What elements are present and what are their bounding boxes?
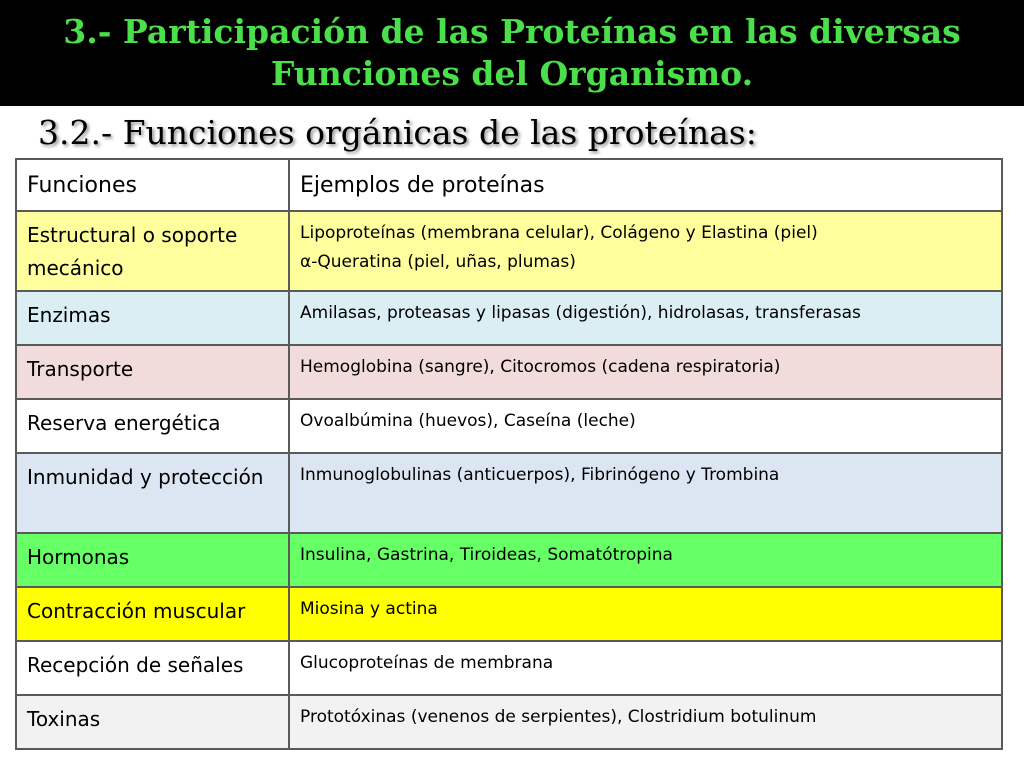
funcion-cell: Hormonas [16,533,289,587]
table-row [16,695,1002,749]
funcion-cell: Inmunidad y protección [16,453,289,533]
table-row [16,211,1002,291]
ejemplos-cell: Glucoproteínas de membrana [289,641,1002,695]
funcion-cell: Enzimas [16,291,289,345]
ejemplos-cell: Miosina y actina [289,587,1002,641]
table-row [16,641,1002,695]
slide-header [0,0,1024,106]
table-row [16,533,1002,587]
section-subtitle: 3.2.- Funciones orgánicas de las proteínas: [38,113,757,152]
protein-functions-table [15,158,1003,750]
table-row [16,291,1002,345]
table-row [16,453,1002,533]
funcion-cell: Estructural o soporte mecánico [16,211,289,291]
column-header-funciones: Funciones [16,159,289,211]
ejemplos-cell: Prototóxinas (venenos de serpientes), Clostridium botulinum [289,695,1002,749]
ejemplos-cell: Inmunoglobulinas (anticuerpos), Fibrinógeno y Trombina [289,453,1002,533]
ejemplos-cell: Amilasas, proteasas y lipasas (digestión), hidrolasas, transferasas [289,291,1002,345]
table-row [16,345,1002,399]
ejemplos-cell: Hemoglobina (sangre), Citocromos (cadena respiratoria) [289,345,1002,399]
table-header-row [16,159,1002,211]
column-header-ejemplos: Ejemplos de proteínas [289,159,1002,211]
funcion-cell: Transporte [16,345,289,399]
funcion-cell: Contracción muscular [16,587,289,641]
table-row [16,587,1002,641]
funcion-cell: Recepción de señales [16,641,289,695]
funcion-cell: Reserva energética [16,399,289,453]
ejemplos-cell: Ovoalbúmina (huevos), Caseína (leche) [289,399,1002,453]
ejemplos-cell: Insulina, Gastrina, Tiroideas, Somatótropina [289,533,1002,587]
funcion-cell: Toxinas [16,695,289,749]
table-row [16,399,1002,453]
ejemplos-cell: Lipoproteínas (membrana celular), Colágeno y Elastina (piel) α-Queratina (piel, uñas, plumas) [289,211,1002,291]
slide-title: 3.- Participación de las Proteínas en las diversas Funciones del Organismo. [63,12,961,93]
